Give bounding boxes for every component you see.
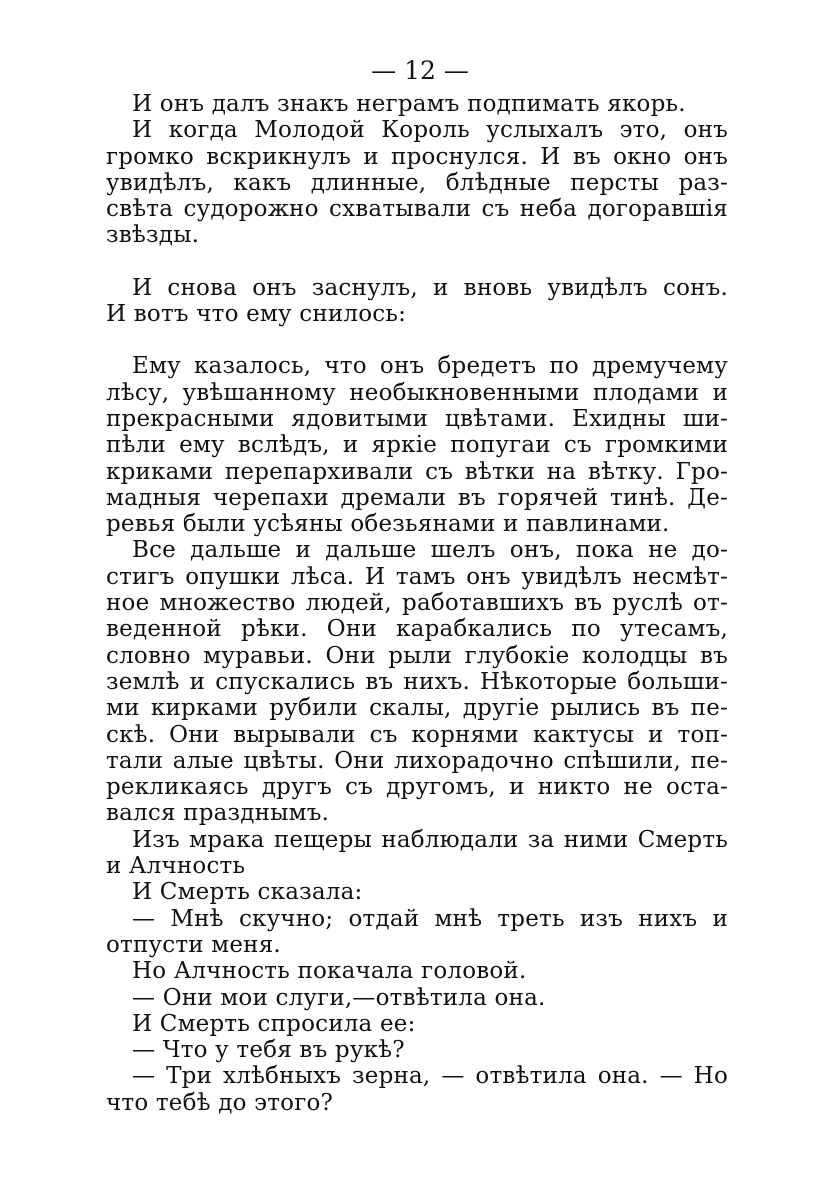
- text-line: Ему казалось, что онъ бредетъ по дремучему: [132, 353, 728, 380]
- paragraph: [106, 985, 728, 1011]
- paragraph: [106, 906, 728, 959]
- text-line: — Они мои слуги,—отвѣтила она.: [132, 984, 546, 1011]
- paragraph: [106, 1037, 728, 1063]
- paragraph: [106, 1011, 728, 1037]
- text-line: ное множество людей, работавшихъ въ руслѣ от-: [106, 590, 728, 617]
- paragraph: [106, 91, 728, 117]
- paragraph: [106, 879, 728, 905]
- text-line: землѣ и спускались въ нихъ. Нѣкоторые больши-: [106, 668, 728, 695]
- text-line: И вотъ что ему снилось:: [106, 301, 407, 328]
- paragraph: [106, 958, 728, 984]
- text-line: мадныя черепахи дремали въ горячей тинѣ. Де-: [106, 484, 728, 511]
- text-line: И снова онъ заснулъ, и вновь увидѣлъ сонъ.: [132, 274, 728, 301]
- text-line: лѣсу, увѣшанному необыкновенными плодами и: [106, 379, 728, 406]
- text-line: словно муравьи. Они рыли глубокіе колодцы въ: [106, 642, 728, 669]
- text-line: — Три хлѣбныхъ зерна, — отвѣтила она. — Но: [132, 1063, 728, 1090]
- text-line: скѣ. Они вырывали съ корнями кактусы и топ-: [106, 721, 728, 748]
- text-line: вался празднымъ.: [106, 800, 330, 827]
- text-line: звѣзды.: [106, 222, 200, 249]
- text-line: стигъ опушки лѣса. И тамъ онъ увидѣлъ несмѣт-: [106, 563, 728, 590]
- paragraph: [106, 353, 728, 537]
- text-line: увидѣлъ, какъ длинные, блѣдные персты раз-: [106, 169, 728, 196]
- text-line: Но Алчность покачала головой.: [132, 958, 527, 985]
- text-line: тали алые цвѣты. Они лихорадочно спѣшили, пе-: [106, 747, 728, 774]
- text-line: ми кирками рубили скалы, другіе рылись въ пе-: [106, 695, 728, 722]
- text-line: прекрасными ядовитыми цвѣтами. Ехидны ши-: [106, 405, 728, 432]
- text-line: веденной рѣки. Они карабкались по утесамъ,: [106, 616, 728, 643]
- text-line: Все дальше и дальше шелъ онъ, пока не до-: [132, 537, 728, 564]
- text-line: пѣли ему вслѣдъ, и яркіе попугаи съ громкими: [106, 432, 728, 459]
- text-line: И когда Молодой Король услыхалъ это, онъ: [132, 117, 728, 144]
- text-line: И онъ далъ знакъ неграмъ подпимать якорь.: [132, 91, 686, 117]
- paragraph: [106, 537, 728, 826]
- paragraph: [106, 1063, 728, 1116]
- text-line: И Смерть спросила ее:: [132, 1010, 416, 1037]
- paragraph: [106, 827, 728, 880]
- text-line: и Алчность: [106, 853, 246, 880]
- text-line: что тебѣ до этого?: [106, 1089, 334, 1116]
- text-line: — Мнѣ скучно; отдай мнѣ треть изъ нихъ и: [132, 905, 728, 932]
- paragraph: [106, 275, 728, 328]
- text-line: криками перепархивали съ вѣтки на вѣтку. Гро-: [106, 458, 728, 485]
- text-line: ревья были усѣяны обезьянами и павлинами.: [106, 511, 670, 538]
- text-line: громко вскрикнулъ и проснулся. И въ окно онъ: [106, 143, 728, 170]
- paragraph: [106, 117, 728, 248]
- text-line: рекликаясь другъ съ другомъ, и никто не оста-: [106, 774, 728, 801]
- body-text: [106, 91, 728, 1116]
- text-line: И Смерть сказала:: [132, 879, 363, 906]
- text-line: отпусти меня.: [106, 931, 281, 958]
- text-line: свѣта судорожно схватывали съ неба догоравшія: [106, 196, 728, 223]
- page-number: — 12 —: [371, 56, 469, 85]
- text-line: — Что у тебя въ рукѣ?: [132, 1037, 405, 1064]
- text-line: Изъ мрака пещеры наблюдали за ними Смерть: [132, 826, 728, 853]
